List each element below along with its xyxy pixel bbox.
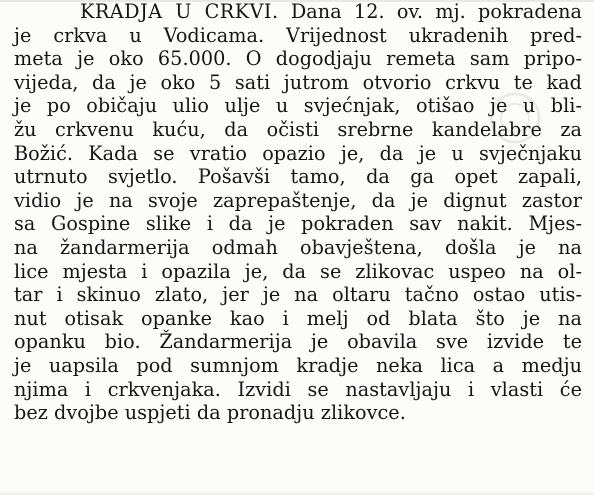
article-heading: KRADJA U CRKVI. bbox=[80, 0, 279, 23]
article-line: je crkva u Vodicama. Vrijednost ukradenih pred- bbox=[14, 23, 582, 47]
clipping-bottom-edge bbox=[0, 491, 594, 495]
article-line-text: Dana 12. ov. mj. pokradena bbox=[290, 0, 583, 23]
article-line: na žandarmerija odmah obavještena, došla je na bbox=[14, 235, 582, 259]
article-line: nut otisak opanke kao i melj od blata što je na bbox=[14, 306, 582, 330]
article-line: vijeda, da je oko 5 sati jutrom otvorio crkvu te kad bbox=[14, 70, 582, 94]
article-line: lice mjesta i opazila je, da se zlikovac uspeo na ol- bbox=[14, 259, 582, 283]
article-line: Božić. Kada se vratio opazio je, da je u svječnjaku bbox=[14, 141, 582, 165]
news-article bbox=[14, 0, 582, 425]
article-line: je uapsila pod sumnjom kradje neka lica a medju bbox=[14, 353, 582, 377]
article-line: utrnuto svjetlo. Pošavši tamo, da ga opet zapali, bbox=[14, 165, 582, 189]
article-line: opanku bio. Žandarmerija je obavila sve izvide te bbox=[14, 330, 582, 354]
article-line bbox=[14, 0, 582, 24]
article-line: je po običaju ulio ulje u svjećnjak, otišao je u bli- bbox=[14, 94, 582, 118]
article-line: žu crkvenu kuću, da očisti srebrne kandelabre za bbox=[14, 117, 582, 141]
article-line: vidio je na svoje zaprepaštenje, da je dignut zastor bbox=[14, 188, 582, 212]
article-line: bez dvojbe uspjeti da pronadju zlikovce. bbox=[14, 401, 406, 425]
article-line: meta je oko 65.000. O dogodjaju remeta sam pripo- bbox=[14, 47, 582, 71]
article-line: njima i crkvenjaka. Izvidi se nastavljaju i vlasti će bbox=[14, 377, 582, 401]
article-line: sa Gospine slike i da je pokraden sav nakit. Mjes- bbox=[14, 212, 582, 236]
article-line: tar i skinuo zlato, jer je na oltaru tačno ostao utis- bbox=[14, 283, 582, 307]
